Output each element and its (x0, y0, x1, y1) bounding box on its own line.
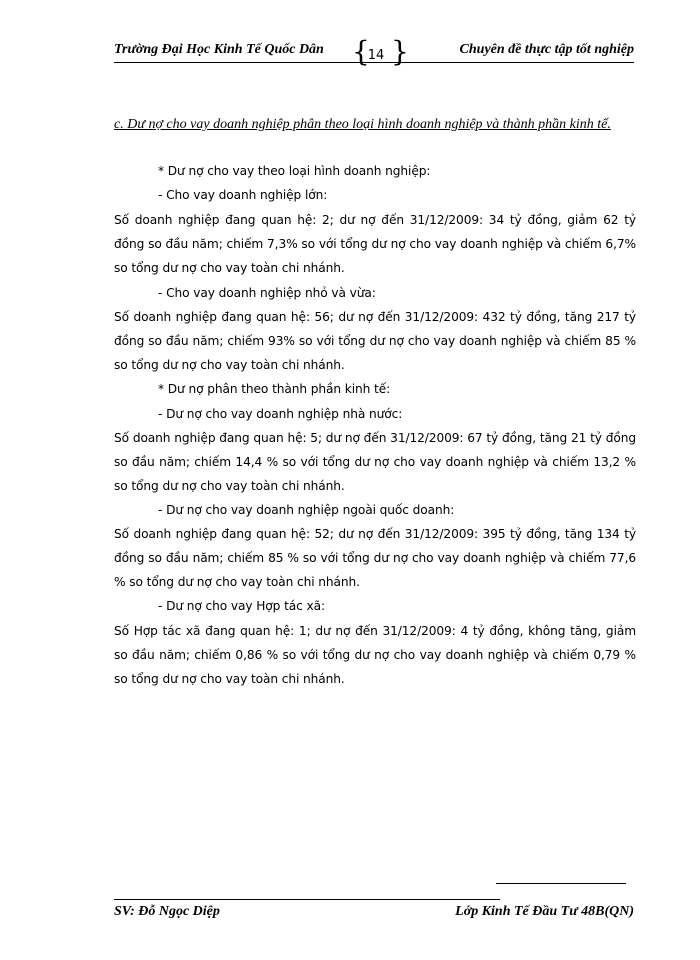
paragraph-subheading: * Dư nợ phân theo thành phần kinh tế: (158, 382, 391, 396)
header-school-name: Trường Đại Học Kinh Tế Quốc Dân (114, 42, 324, 57)
page-number-right-brace: } (391, 35, 409, 68)
paragraph-body: Số doanh nghiệp đang quan hệ: 5; dư nợ đến 31/12/2009: 67 tỷ đồng, tăng 21 tỷ đồng so đầu năm; chiếm 14,4 % so với tổng dư nợ cho vay doanh nghiệp và chiếm 13,2 % so tổng dư nợ cho vay toàn chi nhánh. (114, 431, 636, 493)
paragraph-item: - Dư nợ cho vay Hợp tác xã: (158, 599, 325, 613)
paragraph-body: Số Hợp tác xã đang quan hệ: 1; dư nợ đến 31/12/2009: 4 tỷ đồng, không tăng, giảm so đầu năm; chiếm 0,86 % so với tổng dư nợ cho vay doanh nghiệp và chiếm 0,79 % so tổng dư nợ cho vay toàn chi nhánh. (114, 624, 636, 686)
paragraph-item: - Dư nợ cho vay doanh nghiệp nhà nước: (158, 407, 403, 421)
paragraph-body: Số doanh nghiệp đang quan hệ: 56; dư nợ đến 31/12/2009: 432 tỷ đồng, tăng 217 tỷ đồng so đầu năm; chiếm 93% so với tổng dư nợ cho vay doanh nghiệp và chiếm 85 % so tổng dư nợ cho vay toàn chi nhánh. (114, 310, 636, 372)
paragraph-body: Số doanh nghiệp đang quan hệ: 52; dư nợ đến 31/12/2009: 395 tỷ đồng, tăng 134 tỷ đồng so đầu năm; chiếm 85 % so với tổng dư nợ cho vay doanh nghiệp và chiếm 77,6 % so tổng dư nợ cho vay toàn chi nhánh. (114, 527, 636, 589)
paragraph-subheading: * Dư nợ cho vay theo loại hình doanh nghiệp: (158, 164, 431, 178)
footer-rule (114, 899, 500, 900)
footer-student-name: SV: Đỗ Ngọc Diệp (114, 904, 220, 919)
page-number: 14 (367, 48, 385, 63)
section-heading: c. Dư nợ cho vay doanh nghiệp phân theo loại hình doanh nghiệp và thành phần kinh tế. (114, 117, 611, 132)
header-document-title: Chuyên đề thực tập tốt nghiệp (459, 42, 634, 57)
page-number-left-brace: { (352, 35, 370, 68)
paragraph-item: - Dư nợ cho vay doanh nghiệp ngoài quốc doanh: (158, 503, 455, 517)
paragraph-item: - Cho vay doanh nghiệp nhỏ và vừa: (158, 286, 376, 300)
paragraph-item: - Cho vay doanh nghiệp lớn: (158, 188, 328, 202)
header-rule (114, 62, 634, 63)
paragraph-body: Số doanh nghiệp đang quan hệ: 2; dư nợ đến 31/12/2009: 34 tỷ đồng, giảm 62 tỷ đồng so đầu năm; chiếm 7,3% so với tổng dư nợ cho vay doanh nghiệp và chiếm 6,7% so tổng dư nợ cho vay toàn chi nhánh. (114, 213, 636, 275)
footer-class-name: Lớp Kinh Tế Đầu Tư 48B(QN) (455, 904, 634, 919)
footnote-rule (496, 883, 626, 884)
